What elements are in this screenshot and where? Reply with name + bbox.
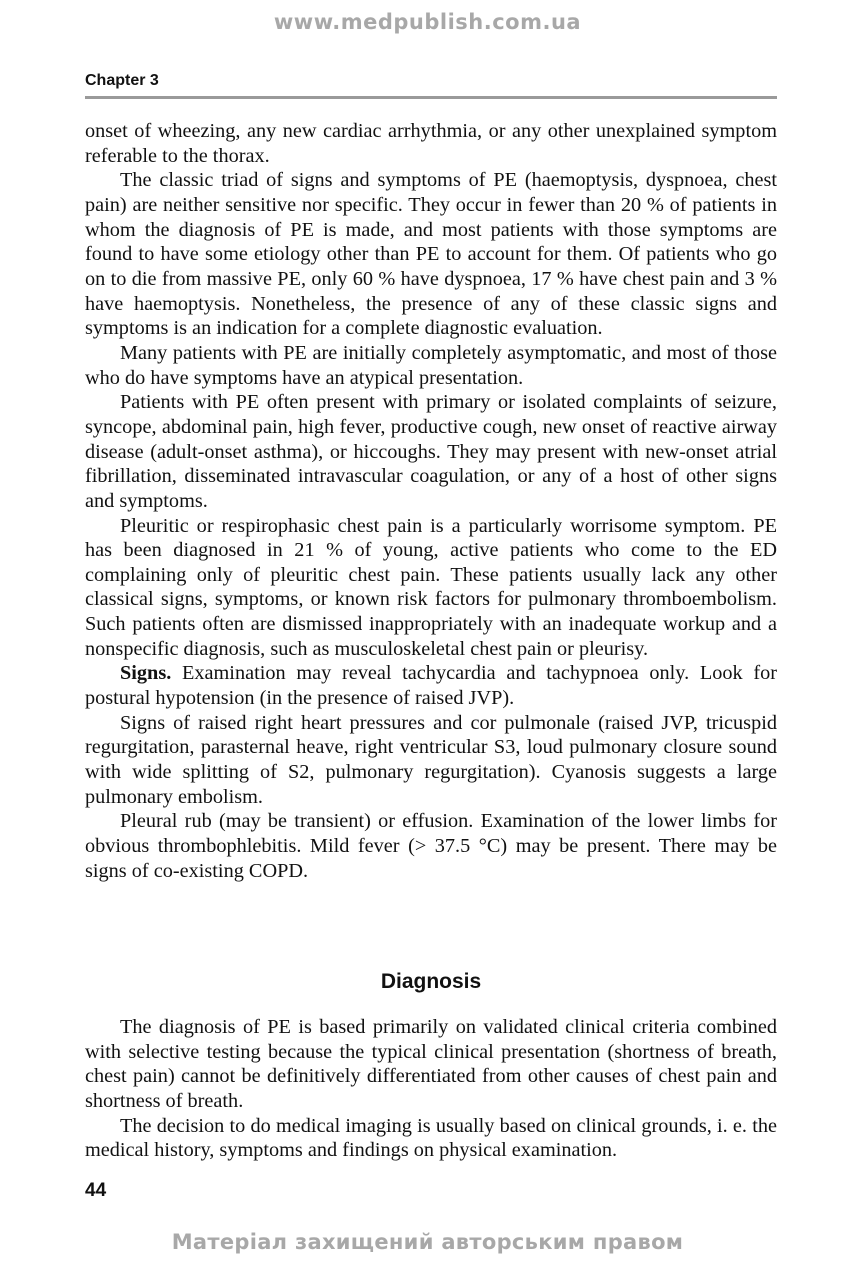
watermark-top: www.medpublish.com.ua <box>273 10 582 34</box>
diagnosis-paragraph-2: The decision to do medical imaging is usually based on clinical grounds, i. e. the medical history, symptoms and findings on physical examination. <box>85 1114 777 1162</box>
paragraph-5: Pleuritic or respirophasic chest pain is a particularly worrisome symptom. PE has been diagnosed in 21 % of young, active patients who come to the ED complaining only of pleuritic chest pain. These patients usually lack any other classical signs, symptoms, or known risk factors for pulmonary thromboembolism. Such patients often are dismissed inappropriately with an inadequate workup and a nonspecific diagnosis, such as musculoskeletal chest pain or pleurisy. <box>85 514 777 660</box>
paragraph-2: The classic triad of signs and symptoms of PE (haemoptysis, dyspnoea, chest pain) are neither sensitive nor specific. They occur in fewer than 20 % of patients in whom the diagnosis of PE is made, and most patients with those symptoms are found to have some etiology other than PE to account for them. Of patients who go on to die from massive PE, only 60 % have dyspnoea, 17 % have chest pain and 3 % have haemoptysis. Nonetheless, the presence of any of these classic signs and symptoms is an indication for a complete diagnostic evaluation. <box>85 169 777 340</box>
section-body <box>85 1015 777 1163</box>
signs-lead: Signs. <box>120 662 172 685</box>
chapter-label: Chapter 3 <box>85 72 159 89</box>
signs-paragraph <box>85 661 777 710</box>
paragraph-1: onset of wheezing, any new cardiac arrhythmia, or any other unexplained symptom referable to the thorax. <box>85 120 777 167</box>
watermark-bottom: Матеріал захищений авторським правом <box>171 1230 684 1254</box>
paragraph-6: Signs of raised right heart pressures and cor pulmonale (raised JVP, tricuspid regurgitation, parasternal heave, right ventricular S3, loud pulmonary closure sound with wide splitting of S2, pulmonary regurgitation). Cyanosis suggests a large pulmonary embolism. <box>85 711 777 808</box>
section-heading: Diagnosis <box>380 970 482 993</box>
signs-text: Examination may reveal tachycardia and tachypnoea only. Look for postural hypotension (in the presence of raised JVP). <box>85 662 777 710</box>
chapter-rule <box>85 96 777 99</box>
paragraph-4: Patients with PE often present with primary or isolated complaints of seizure, syncope, abdominal pain, high fever, productive cough, new onset of reactive airway disease (adult-onset asthma), or hiccoughs. They may present with new-onset atrial fibrillation, disseminated intravascular coagulation, or any of a host of other signs and symptoms. <box>85 391 777 512</box>
body-text <box>85 119 777 883</box>
diagnosis-paragraph-1: The diagnosis of PE is based primarily on validated clinical criteria combined with selective testing because the typical clinical presentation (shortness of breath, chest pain) cannot be definitively differentiated from other causes of chest pain and shortness of breath. <box>85 1016 777 1112</box>
paragraph-3: Many patients with PE are initially completely asymptomatic, and most of those who do have symptoms have an atypical presentation. <box>85 341 777 389</box>
page-number: 44 <box>85 1180 107 1201</box>
paragraph-7: Pleural rub (may be transient) or effusion. Examination of the lower limbs for obvious thrombophlebitis. Mild fever (> 37.5 °C) may be present. There may be signs of co-existing COPD. <box>85 810 777 882</box>
